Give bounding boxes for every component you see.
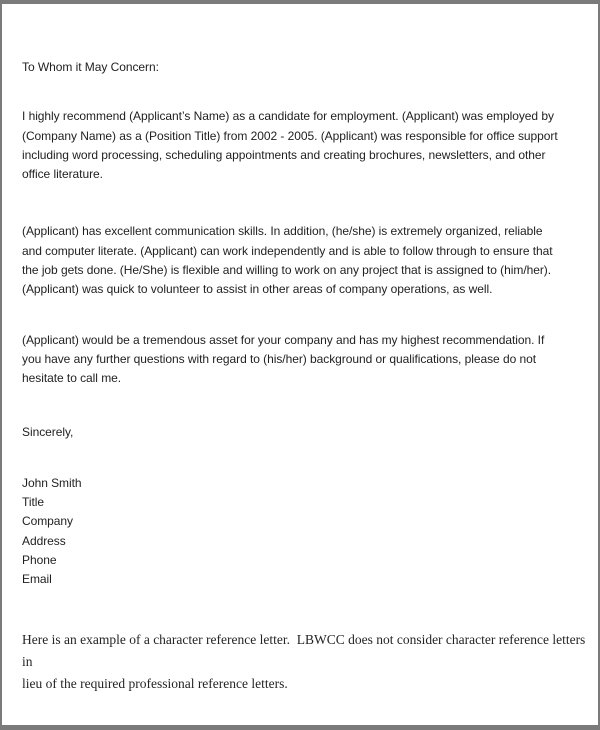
- text-line: I highly recommend (Applicant’s Name) as a candidate for employment. (Applicant) was employed by: [22, 109, 554, 124]
- text-line: hesitate to call me.: [22, 371, 122, 386]
- signature-company: Company: [22, 514, 74, 529]
- text-line: including word processing, scheduling appointments and creating brochures, newsletters, and other: [22, 147, 546, 162]
- signature-address: Address: [22, 533, 66, 548]
- text-line: (Applicant) has excellent communication skills. In addition, (he/she) is extremely organized, reliable: [22, 224, 543, 239]
- text-line: (Applicant) would be a tremendous asset for your company and has my highest recommendation. If: [22, 332, 545, 347]
- text-line: office literature.: [22, 167, 103, 182]
- signature-title: Title: [22, 495, 44, 510]
- salutation: To Whom it May Concern:: [22, 60, 159, 74]
- text-line: (Applicant) was quick to volunteer to assist in other areas of company operations, as well.: [22, 282, 493, 297]
- signature-block: [22, 474, 590, 590]
- text-line: the job gets done. (He/She) is flexible and willing to work on any project that is assigned to (him/her).: [22, 263, 552, 278]
- signature-name: John Smith: [22, 475, 82, 490]
- text-line: you have any further questions with regard to (his/her) background or qualifications, please do not: [22, 351, 537, 366]
- footer-note-line: lieu of the required professional reference letters.: [22, 676, 288, 692]
- footer-note: [22, 629, 590, 696]
- paragraph-recommendation: [22, 331, 590, 389]
- signature-email: Email: [22, 572, 52, 587]
- signature-phone: Phone: [22, 553, 57, 568]
- paragraph-skills: [22, 222, 590, 299]
- text-line: and computer literate. (Applicant) can work independently and is able to follow through to ensure that: [22, 243, 553, 258]
- letter-body: [22, 58, 590, 590]
- paragraph-employment-history: [22, 107, 590, 184]
- text-line: (Company Name) as a (Position Title) from 2002 - 2005. (Applicant) was responsible for office support: [22, 128, 558, 143]
- closing: Sincerely,: [22, 424, 74, 439]
- footer-note-line: Here is an example of a character reference letter. LBWCC does not consider character reference letters in: [22, 631, 589, 669]
